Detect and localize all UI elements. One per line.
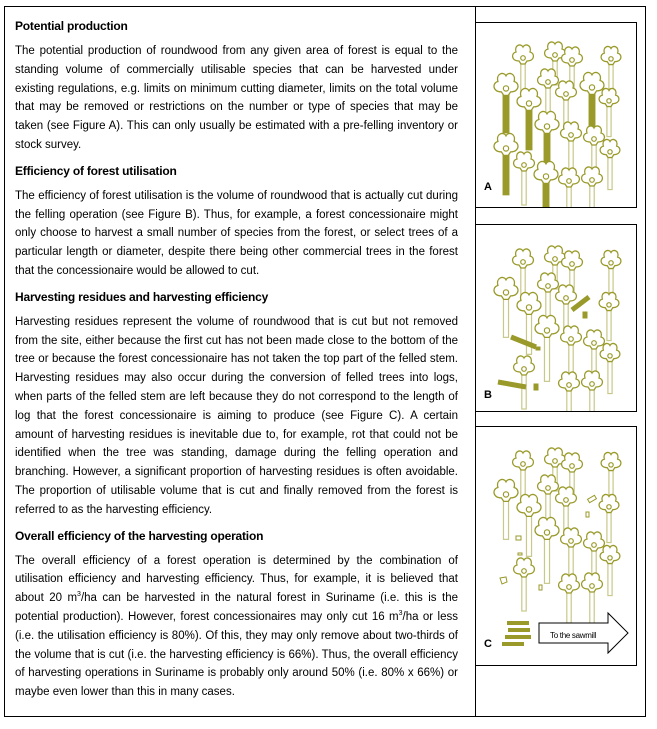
figure-c-harvesting-residues: [475, 426, 637, 666]
figure-column-frame: [475, 6, 476, 717]
felled-trees-illustration: [476, 225, 636, 411]
forest-trees-illustration: [476, 23, 636, 207]
text-column: [15, 18, 458, 710]
figure-a-label: A: [484, 181, 492, 193]
figure-c-label: C: [484, 638, 492, 650]
heading-utilisation-efficiency: Efficiency of forest utilisation: [15, 163, 177, 178]
figure-b-label: B: [484, 389, 492, 401]
figure-b-utilisation: [475, 224, 637, 412]
logs-to-sawmill-illustration: [476, 427, 636, 665]
figure-a-potential-production: [475, 22, 637, 208]
paragraph-harvesting-residues: Harvesting residues represent the volume of roundwood that is cut but not removed from the site, either because the first cut has not been made close to the bottom of the tree or because the forest concessionaire has not taken the top part of the felled stem. Harvesting residues may also occur during the conversion of felled trees into logs, when parts of the felled stem are left because they do not correspond to the length of log that the forest concessionaire is aiming to produce (see Figure C). A certain amount of harvesting residues is inevitable due to, for example, rot that could not be identified when the tree was standing, damage during the felling operation and branching. However, a significant proportion of harvesting residues is often avoidable. The proportion of utilisable volume that is cut and finally removed from the forest is referred to as the harvesting efficiency.: [15, 315, 458, 516]
heading-potential-production: Potential production: [15, 19, 128, 33]
heading-overall-efficiency: Overall efficiency of the harvesting operation: [15, 528, 264, 543]
heading-harvesting-residues: Harvesting residues and harvesting efficiency: [15, 289, 269, 304]
paragraph-potential-production: The potential production of roundwood from any given area of forest is equal to the standing volume of commercially utilisable species that can be harvested under existing regulations, e.g. limits on minimum cutting diameter, limits on the total volume that may be removed or restrictions on the number or type of species that may be taken (see Figure A). This can only usually be estimated with a pre-felling inventory or stock survey.: [15, 45, 458, 151]
arrow-to-sawmill-label: To the sawmill: [550, 631, 597, 640]
paragraph-overall-efficiency: The overall efficiency of a forest operation is determined by the combination of utilisation efficiency and harvesting efficiency. Thus, for example, it is believed that about 20 $m^3/ha$ can be harvested in the natural forest in Suriname (i.e. this is the potential production). However, forest concessionaires may only cut 16 $m^3/ha$ or less (i.e. the utilisation efficiency is 80%). Of this, they may only remove about two-thirds of the volume that is cut (i.e. the harvesting efficiency is 66%). Thus, the overall efficiency of harvesting operations in Suriname is probably only around 50% (i.e. 80% x 66%) or maybe even lower than this in many cases.: [15, 554, 459, 699]
paragraph-utilisation-efficiency: The efficiency of forest utilisation is the volume of roundwood that is actually cut during the felling operation (see Figure B). Thus, for example, a forest concessionaire might only choose to harvest a small number of species from the forest, or select trees of a particular length or diameter, despite there being other commercial trees in the forest that the concessionaire would be allowed to cut.: [15, 189, 458, 277]
